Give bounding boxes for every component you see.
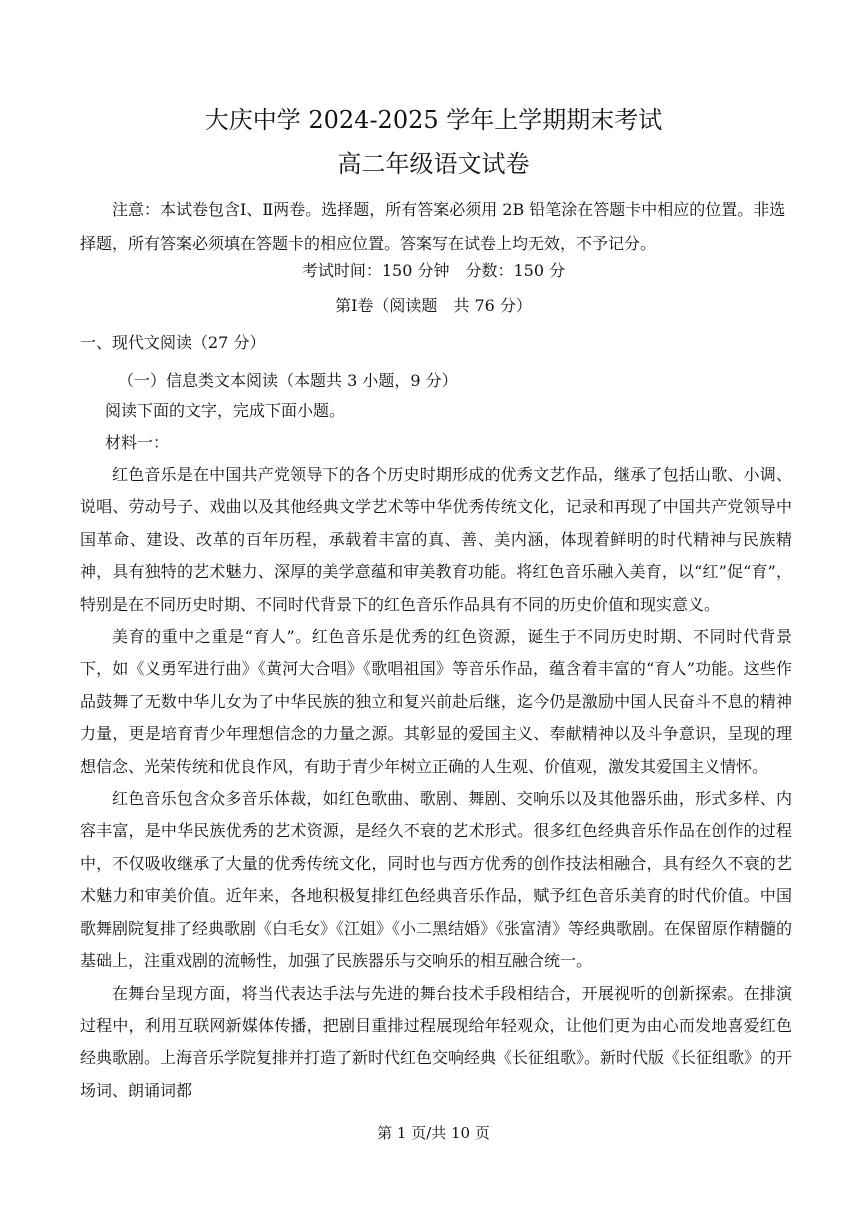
exam-title: 大庆中学 2024-2025 学年上学期期末考试 <box>204 106 663 134</box>
reading-material <box>80 459 792 1107</box>
section-subheading: （一）信息类文本阅读（本题共 3 小题，9 分） <box>118 371 458 390</box>
volume-title: 第Ⅰ卷（阅读题 共 76 分） <box>335 296 532 315</box>
exam-subtitle: 高二年级语文试卷 <box>337 150 530 178</box>
section-heading: 一、现代文阅读（27 分） <box>80 333 266 352</box>
paragraph-2: 美育的重中之重是“育人”。红色音乐是优秀的红色资源，诞生于不同历史时期、不同时代背景下，如《义勇军进行曲》《黄河大合唱》《歌唱祖国》等音乐作品，蕴含着丰富的“育人”功能。这些作品鼓舞了无数中华儿女为了中华民族的独立和复兴前赴后继，迄今仍是激励中国人民奋斗不息的精神力量，更是培育青少年理想信念的力量之源。其彰显的爱国主义、奉献精神以及斗争意识，呈现的理想信念、光荣传统和优良作风，有助于青少年树立正确的人生观、价值观，激发其爱国主义情怀。 <box>80 627 792 776</box>
paragraph-4: 在舞台呈现方面，将当代表达手法与先进的舞台技术手段相结合，开展视听的创新探索。在排演过程中，利用互联网新媒体传播，把剧目重排过程展现给年轻观众，让他们更为由心而发地喜爱红色经典歌剧。上海音乐学院复排并打造了新时代红色交响经典《长征组歌》。新时代版《长征组歌》的开场词、朗诵词都 <box>80 983 793 1100</box>
exam-info: 考试时间：150 分钟 分数：150 分 <box>301 261 566 280</box>
exam-notice: 注意：本试卷包含Ⅰ、Ⅱ两卷。选择题，所有答案必须用 2B 铅笔涂在答题卡中相应的位置。非选择题，所有答案必须填在答题卡的相应位置。答案写在试卷上均无效，不予记分。 <box>80 200 786 253</box>
material-label: 材料一： <box>105 433 170 452</box>
paragraph-1: 红色音乐是在中国共产党领导下的各个历史时期形成的优秀文艺作品，继承了包括山歌、小调、说唱、劳动号子、戏曲以及其他经典文学艺术等中华优秀传统文化，记录和再现了中国共产党领导中国革命、建设、改革的百年历程，承载着丰富的真、善、美内涵，体现着鲜明的时代精神与民族精神，具有独特的艺术魅力、深厚的美学意蕴和审美教育功能。将红色音乐融入美育，以“红”促“育”，特别是在不同历史时期、不同时代背景下的红色音乐作品具有不同的历史价值和现实意义。 <box>80 465 792 614</box>
paragraph-3: 红色音乐包含众多音乐体裁，如红色歌曲、歌剧、舞剧、交响乐以及其他器乐曲，形式多样、内容丰富，是中华民族优秀的艺术资源，是经久不衰的艺术形式。很多红色经典音乐作品在创作的过程中，不仅吸收继承了大量的优秀传统文化，同时也与西方优秀的创作技法相融合，具有经久不衰的艺术魅力和审美价值。近年来，各地积极复排红色经典音乐作品，赋予红色音乐美育的时代价值。中国歌舞剧院复排了经典歌剧《白毛女》《江姐》《小二黑结婚》《张富清》等经典歌剧。在保留原作精髓的基础上，注重戏剧的流畅性，加强了民族器乐与交响乐的相互融合统一。 <box>80 789 793 971</box>
page-number: 第 1 页/共 10 页 <box>377 1124 490 1142</box>
reading-instruction: 阅读下面的文字，完成下面小题。 <box>105 401 346 420</box>
